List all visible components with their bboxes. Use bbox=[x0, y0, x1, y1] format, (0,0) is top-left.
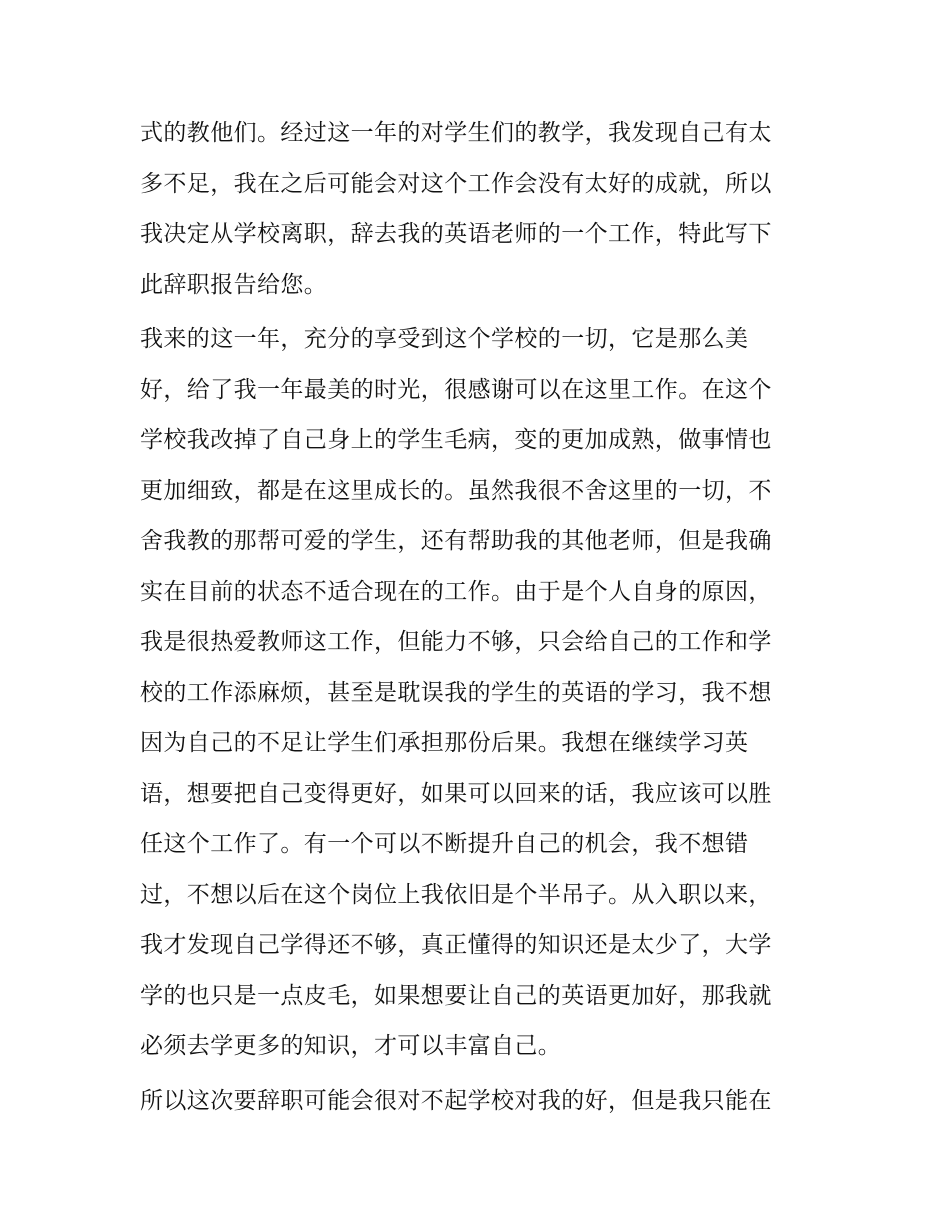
text-line: 舍我教的那帮可爱的学生，还有帮助我的其他老师，但是我确 bbox=[140, 528, 772, 554]
text-line: 校的工作添麻烦，甚至是耽误我的学生的英语的学习，我不想 bbox=[140, 679, 772, 706]
text-line: 好，给了我一年最美的时光，很感谢可以在这里工作。在这个 bbox=[140, 376, 772, 403]
text-line: 学的也只是一点皮毛，如果想要让自己的英语更加好，那我就 bbox=[140, 982, 772, 1009]
text-line: 我决定从学校离职，辞去我的英语老师的一个工作，特此写下 bbox=[140, 221, 772, 247]
text-line: 过，不想以后在这个岗位上我依旧是个半吊子。从入职以来， bbox=[140, 881, 772, 908]
text-line: 此辞职报告给您。 bbox=[140, 271, 328, 298]
text-line: 我是很热爱教师这工作，但能力不够，只会给自己的工作和学 bbox=[140, 629, 772, 655]
text-line: 更加细致，都是在这里成长的。虽然我很不舍这里的一切，不 bbox=[140, 477, 772, 504]
text-line: 多不足，我在之后可能会对这个工作会没有太好的成就，所以 bbox=[140, 170, 772, 197]
text-line: 式的教他们。经过这一年的对学生们的教学，我发现自己有太 bbox=[140, 120, 772, 146]
text-line: 因为自己的不足让学生们承担那份后果。我想在继续学习英 bbox=[140, 730, 749, 756]
text-line: 语，想要把自己变得更好，如果可以回来的话，我应该可以胜 bbox=[140, 780, 772, 807]
text-line: 实在目前的状态不适合现在的工作。由于是个人自身的原因， bbox=[140, 578, 772, 605]
paragraph-start-line: 我来的这一年，充分的享受到这个学校的一切，它是那么美 bbox=[140, 326, 749, 352]
text-line: 我才发现自己学得还不够，真正懂得的知识还是太少了，大学 bbox=[140, 932, 772, 958]
resignation-letter-body bbox=[140, 108, 820, 1126]
paragraph-start-line: 所以这次要辞职可能会很对不起学校对我的好，但是我只能在 bbox=[140, 1087, 772, 1114]
text-line: 学校我改掉了自己身上的学生毛病，变的更加成熟，做事情也 bbox=[140, 427, 772, 453]
text-line: 必须去学更多的知识，才可以丰富自己。 bbox=[140, 1033, 562, 1059]
text-line: 任这个工作了。有一个可以不断提升自己的机会，我不想错 bbox=[140, 831, 749, 857]
